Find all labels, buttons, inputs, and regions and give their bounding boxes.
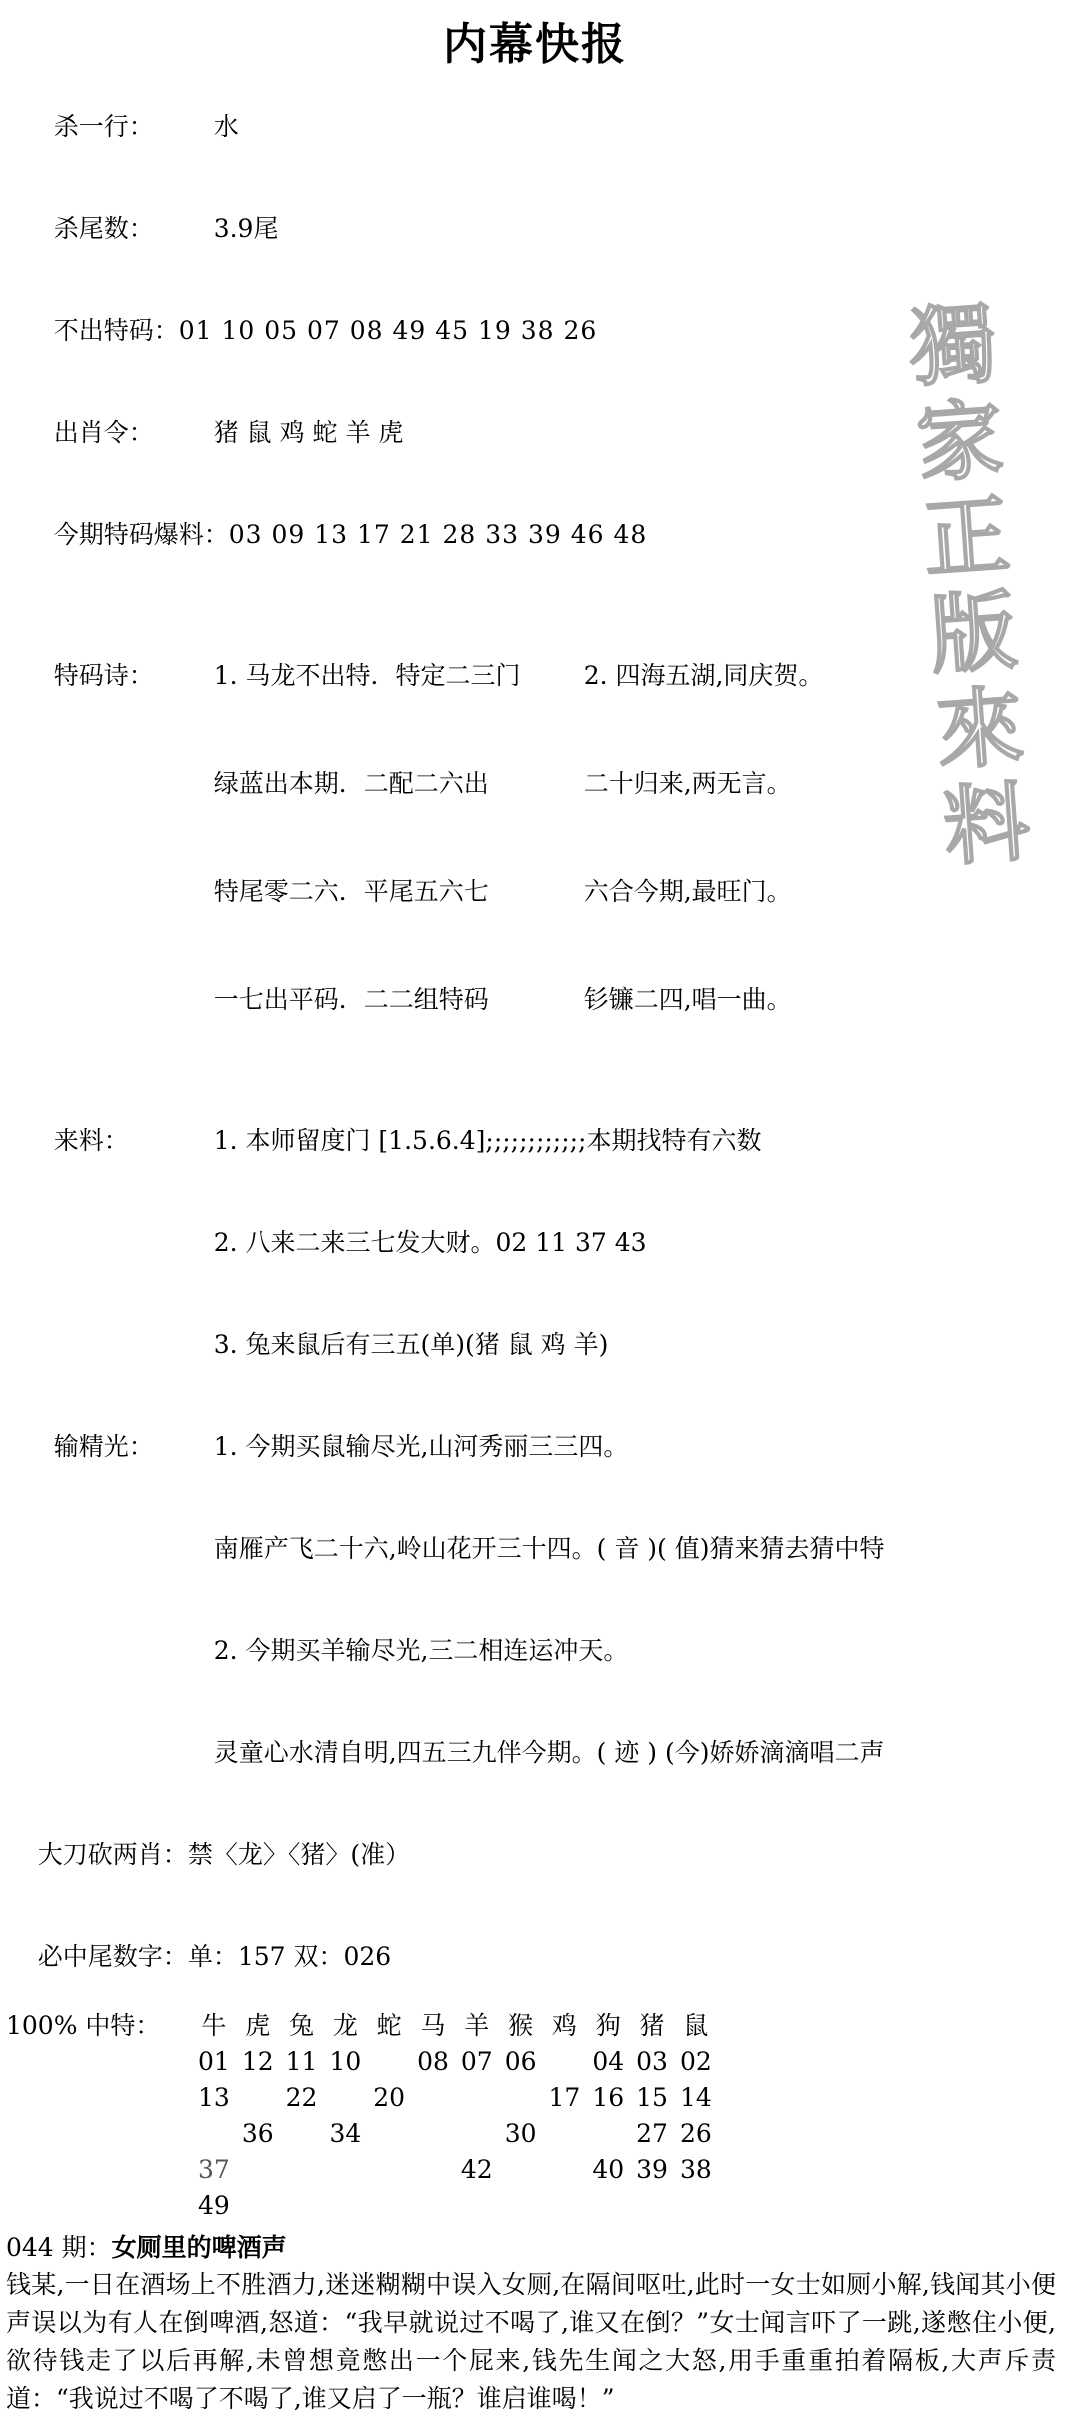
number-cell [499,2152,543,2188]
shujingguang-item: 灵童心水清自明,四五三九伴今期。( 迹 ) (今)娇娇滴滴唱二声 [213,1738,885,1767]
number-cell [543,2188,587,2224]
number-cell: 20 [373,2083,406,2112]
zodiac-head: 鸡 [551,2011,577,2040]
poem-row [0,946,1070,1054]
number-cell: 22 [285,2083,318,2112]
table-row [6,2080,718,2116]
bizhong-value: 单：157 双：026 [187,1942,392,1971]
shujingguang-item: 2. 今期买羊输尽光,三二相连运冲天。 [213,1636,629,1665]
number-cell [280,2188,324,2224]
number-cell [323,2152,367,2188]
zodiac-head: 猴 [508,2011,534,2040]
header-row [0,76,1070,178]
number-cell [411,2080,455,2116]
number-cell [236,2152,280,2188]
shujingguang-row [0,1702,1070,1804]
hundred-label: 100% 中特： [6,2011,161,2040]
number-cell [499,2080,543,2116]
poem-right: 2. 四海五湖,同庆贺。 [583,661,824,690]
number-cell [586,2116,630,2152]
header-block [0,76,1070,586]
shujingguang-item: 南雁产飞二十六,岭山花开三十四。( 音 )( 值)猜来猜去猜中特 [213,1534,885,1563]
bizhong-row [0,1906,1070,2008]
document-page [0,8,1070,2413]
poem-label: 特码诗： [53,661,154,690]
poem-right: 钐镰二四,唱一曲。 [583,985,792,1014]
shujingguang-row [0,1498,1070,1600]
bizhong-label: 必中尾数字： [37,1942,188,1971]
number-cell [411,2116,455,2152]
number-cell: 30 [504,2119,537,2148]
number-cell [236,2188,280,2224]
poem-left: 1. 马龙不出特．特定二三门 [213,661,521,690]
number-cell [367,2044,411,2080]
zodiac-head: 马 [420,2011,446,2040]
number-cell: 03 [636,2047,668,2076]
number-cell: 02 [679,2047,712,2076]
shujingguang-row [0,1396,1070,1498]
lailiao-item: 1. 本师留度门 [1.5.6.4];;;;;;;;;;;;本期找特有六数 [213,1126,762,1155]
table-row [6,2188,718,2224]
number-cell [455,2116,499,2152]
kill-row-value: 水 [213,112,239,141]
number-cell [236,2080,280,2116]
dadao-row [0,1804,1070,1906]
poem-right: 六合今期,最旺门。 [583,877,792,906]
number-cell: 37 [198,2155,230,2184]
header-row [0,484,1070,586]
number-cell [411,2188,455,2224]
lailiao-item: 2. 八来二来三七发大财。02 11 37 43 [213,1228,647,1257]
lailiao-label: 来料： [53,1126,129,1155]
zodiac-order-value: 猪 鼠 鸡 蛇 羊 虎 [213,418,404,447]
number-cell: 26 [679,2119,712,2148]
table-row [6,2044,718,2080]
poem-right: 二十归来,两无言。 [583,769,792,798]
number-cell [323,2188,367,2224]
number-cell [586,2188,630,2224]
shujingguang-block [0,1396,1070,1804]
number-cell: 12 [241,2047,274,2076]
lailiao-row [0,1192,1070,1294]
number-cell [630,2188,674,2224]
spacer [0,604,1070,622]
number-cell: 06 [504,2047,537,2076]
dadao-label: 大刀砍两肖： [37,1840,188,1869]
zodiac-head: 蛇 [376,2011,402,2040]
number-cell [323,2080,367,2116]
number-cell: 34 [329,2119,362,2148]
number-cell: 13 [198,2083,230,2112]
no-special-value: 01 10 05 07 08 49 45 19 38 26 [178,316,598,345]
story-body: 钱某,一日在酒场上不胜酒力,迷迷糊糊中误入女厕,在隔间呕吐,此时一女士如厕小解,钱闻其小便声误以为有人在倒啤酒,怒道：“我早就说过不喝了,谁又在倒？”女士闻言吓了一跳,遂憋住小便,欲待钱走了以后再解,未曾想竟憋出一个屁来,钱先生闻之大怒,用手重重拍着隔板,大声斥责道：“我说过不喝了不喝了,谁又启了一瓶？谁启谁喝！” [6,2270,1056,2413]
header-row [0,280,1070,382]
poem-left: 绿蓝出本期．二配二六出 [213,769,489,798]
zodiac-head: 鼠 [683,2011,709,2040]
number-cell [543,2116,587,2152]
hundred-block [0,2008,1070,2224]
number-cell [543,2152,587,2188]
story-heading [0,2230,1070,2266]
zodiac-head: 龙 [332,2011,358,2040]
number-cell [499,2188,543,2224]
number-cell: 15 [636,2083,668,2112]
story-issue-title: 女厕里的啤酒声 [111,2233,287,2262]
poem-row [0,622,1070,730]
spacer [0,1054,1070,1072]
zodiac-head: 牛 [201,2011,227,2040]
number-cell [455,2188,499,2224]
dadao-value: 禁〈龙〉〈猪〉(准） [187,1840,411,1869]
number-cell [280,2116,324,2152]
hot-special-label: 今期特码爆料： [53,520,229,549]
table-row [6,2008,718,2044]
poem-left: 一七出平码．二二组特码 [213,985,489,1014]
table-row [6,2116,718,2152]
number-cell: 17 [548,2083,581,2112]
shujingguang-item: 1. 今期买鼠输尽光,山河秀丽三三四。 [213,1432,629,1461]
number-cell [543,2044,587,2080]
poem-row [0,730,1070,838]
number-cell: 14 [679,2083,712,2112]
zodiac-order-label: 出肖令： [53,418,154,447]
watermark-text: 獨 家 正 版 來 料 [906,293,1034,879]
lailiao-row [0,1294,1070,1396]
shujingguang-row [0,1600,1070,1702]
number-cell: 27 [636,2119,668,2148]
zodiac-number-table [6,2008,718,2224]
kill-row-label: 杀一行： [53,112,154,141]
number-cell: 04 [592,2047,625,2076]
lailiao-block [0,1090,1070,1396]
table-row [6,2152,718,2188]
number-cell: 42 [460,2155,493,2184]
number-cell: 39 [636,2155,668,2184]
number-cell [280,2152,324,2188]
number-cell: 36 [241,2119,274,2148]
hot-special-value: 03 09 13 17 21 28 33 39 46 48 [228,520,648,549]
header-row [0,178,1070,280]
lailiao-row [0,1090,1070,1192]
header-row [0,382,1070,484]
story-issue-label: 044 期： [6,2233,112,2262]
number-cell [367,2188,411,2224]
number-cell: 38 [679,2155,712,2184]
poem-block [0,622,1070,1054]
number-cell: 10 [329,2047,362,2076]
page-title: 内幕快报 [443,19,627,70]
kill-tail-value: 3.9尾 [213,214,279,243]
no-special-label: 不出特码： [53,316,179,345]
number-cell: 40 [592,2155,625,2184]
number-cell: 11 [285,2047,318,2076]
lailiao-item: 3. 兔来鼠后有三五(单)(猪 鼠 鸡 羊) [213,1330,609,1359]
zodiac-head: 狗 [595,2011,621,2040]
number-cell: 49 [198,2191,230,2220]
number-cell [455,2080,499,2116]
number-cell: 08 [417,2047,449,2076]
spacer [0,586,1070,604]
number-cell [367,2116,411,2152]
number-cell [367,2152,411,2188]
kill-tail-label: 杀尾数： [53,214,154,243]
zodiac-head: 猪 [639,2011,665,2040]
number-cell [674,2188,718,2224]
number-cell: 07 [460,2047,493,2076]
number-cell [411,2152,455,2188]
zodiac-head: 兔 [289,2011,315,2040]
shujingguang-label: 输精光： [53,1432,154,1461]
poem-row [0,838,1070,946]
zodiac-head: 虎 [245,2011,271,2040]
number-cell: 16 [592,2083,625,2112]
zodiac-head: 羊 [464,2011,490,2040]
spacer [0,1072,1070,1090]
poem-left: 特尾零二六．平尾五六七 [213,877,489,906]
number-cell [192,2116,236,2152]
number-cell: 01 [198,2047,230,2076]
